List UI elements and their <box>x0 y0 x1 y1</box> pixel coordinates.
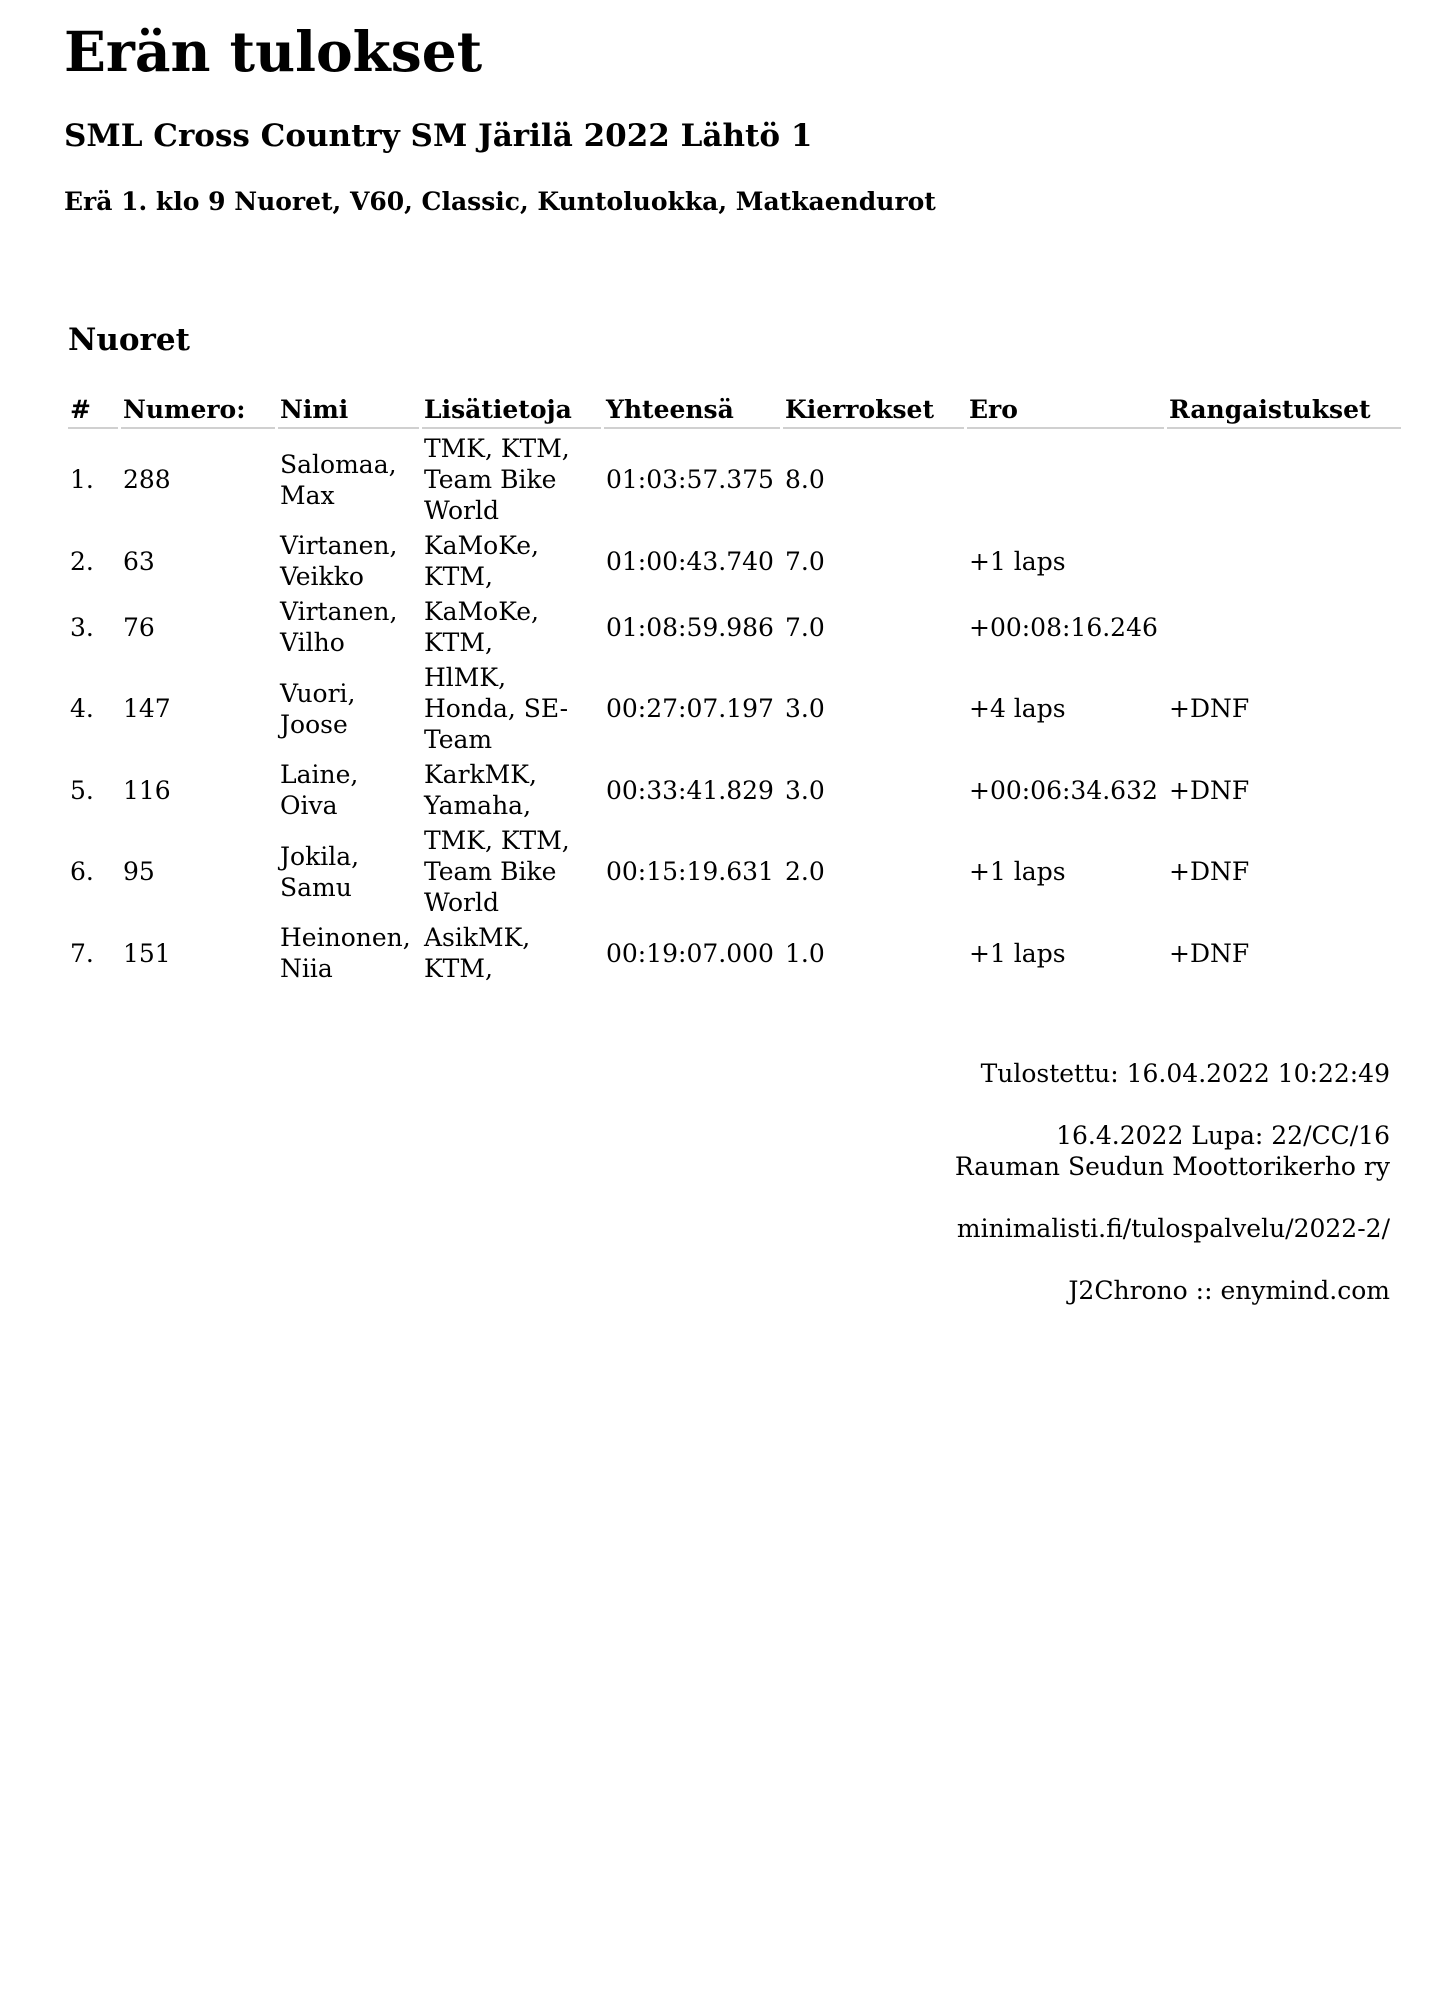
column-header-number: Numero: <box>121 391 275 429</box>
cell-total: 00:33:41.829 <box>606 775 774 805</box>
results-table <box>65 391 1404 984</box>
cell-name: Jokila, Samu <box>280 841 360 902</box>
cell-info: TMK, KTM, Team Bike World <box>424 826 570 917</box>
table-row <box>68 918 1401 984</box>
cell-difference: +4 laps <box>969 694 1066 723</box>
organizer-name: Rauman Seudun Moottorikerho ry <box>954 1152 1390 1181</box>
footer <box>955 1058 1390 1337</box>
cell-penalty: +DNF <box>1169 694 1250 723</box>
cell-number: 76 <box>123 612 155 642</box>
cell-info: KaMoKe, KTM, <box>424 597 539 657</box>
permit-info: 16.4.2022 Lupa: 22/CC/16 <box>1056 1121 1390 1150</box>
cell-laps: 3.0 <box>785 775 825 805</box>
cell-number: 288 <box>123 465 171 494</box>
event-title: SML Cross Country SM Järilä 2022 Lähtö 1 <box>64 118 813 154</box>
cell-number: 63 <box>123 546 155 576</box>
table-row <box>68 526 1401 592</box>
table-row <box>68 755 1401 821</box>
table-row <box>68 592 1401 658</box>
cell-position: 3. <box>70 612 94 642</box>
cell-info: AsikMK, KTM, <box>424 923 531 983</box>
cell-total: 00:27:07.197 <box>606 694 774 723</box>
table-row <box>68 429 1401 526</box>
cell-name: Salomaa, Max <box>280 449 397 510</box>
cell-laps: 1.0 <box>785 938 825 968</box>
column-header-laps: Kierrokset <box>783 391 964 429</box>
column-header-info: Lisätietoja <box>422 391 601 429</box>
cell-penalty <box>1167 526 1401 592</box>
column-header-position: # <box>68 391 118 429</box>
cell-difference: +1 laps <box>969 938 1066 968</box>
column-header-difference: Ero <box>967 391 1164 429</box>
results-url: minimalisti.fi/tulospalvelu/2022-2/ <box>956 1214 1390 1243</box>
cell-position: 2. <box>70 546 94 576</box>
cell-info: TMK, KTM, Team Bike World <box>424 434 570 525</box>
cell-total: 01:03:57.375 <box>606 465 774 494</box>
page-title: Erän tulokset <box>64 19 483 84</box>
printed-timestamp: Tulostettu: 16.04.2022 10:22:49 <box>980 1059 1390 1088</box>
cell-name: Heinonen, Niia <box>280 923 411 983</box>
table-header-row <box>68 391 1401 429</box>
cell-position: 5. <box>70 775 94 805</box>
cell-laps: 8.0 <box>785 465 825 494</box>
cell-penalty: +DNF <box>1169 938 1250 968</box>
cell-number: 116 <box>123 775 171 805</box>
cell-info: HlMK, Honda, SE-Team <box>424 663 569 754</box>
cell-info: KarkMK, Yamaha, <box>424 760 537 820</box>
class-title: Nuoret <box>68 322 190 358</box>
cell-laps: 7.0 <box>785 612 825 642</box>
cell-penalty <box>1167 592 1401 658</box>
cell-laps: 7.0 <box>785 546 825 576</box>
table-row <box>68 821 1401 918</box>
cell-difference: +00:06:34.632 <box>969 775 1158 805</box>
cell-penalty: +DNF <box>1169 857 1250 886</box>
cell-position: 6. <box>70 857 94 886</box>
cell-name: Virtanen, Vilho <box>280 597 398 657</box>
cell-difference: +1 laps <box>969 546 1066 576</box>
table-row <box>68 658 1401 755</box>
cell-name: Vuori, Joose <box>280 678 356 739</box>
cell-difference: +1 laps <box>969 857 1066 886</box>
cell-name: Virtanen, Veikko <box>280 531 398 591</box>
cell-number: 147 <box>123 694 171 723</box>
column-header-penalties: Rangaistukset <box>1167 391 1401 429</box>
column-header-name: Nimi <box>278 391 419 429</box>
cell-total: 00:15:19.631 <box>606 857 774 886</box>
cell-laps: 3.0 <box>785 694 825 723</box>
timing-credit: J2Chrono :: enymind.com <box>1068 1276 1390 1305</box>
cell-position: 1. <box>70 465 94 494</box>
cell-difference: +00:08:16.246 <box>969 612 1158 642</box>
cell-name: Laine, Oiva <box>280 760 359 820</box>
cell-position: 4. <box>70 694 94 723</box>
heat-title: Erä 1. klo 9 Nuoret, V60, Classic, Kuntoluokka, Matkaendurot <box>64 187 936 216</box>
cell-penalty: +DNF <box>1169 775 1250 805</box>
column-header-total: Yhteensä <box>604 391 780 429</box>
cell-penalty <box>1167 429 1401 526</box>
cell-number: 151 <box>123 938 171 968</box>
cell-number: 95 <box>123 857 155 886</box>
cell-position: 7. <box>70 938 94 968</box>
cell-info: KaMoKe, KTM, <box>424 531 539 591</box>
cell-laps: 2.0 <box>785 857 825 886</box>
cell-total: 00:19:07.000 <box>606 938 774 968</box>
cell-total: 01:00:43.740 <box>606 546 774 576</box>
cell-total: 01:08:59.986 <box>606 612 774 642</box>
cell-difference <box>967 429 1164 526</box>
